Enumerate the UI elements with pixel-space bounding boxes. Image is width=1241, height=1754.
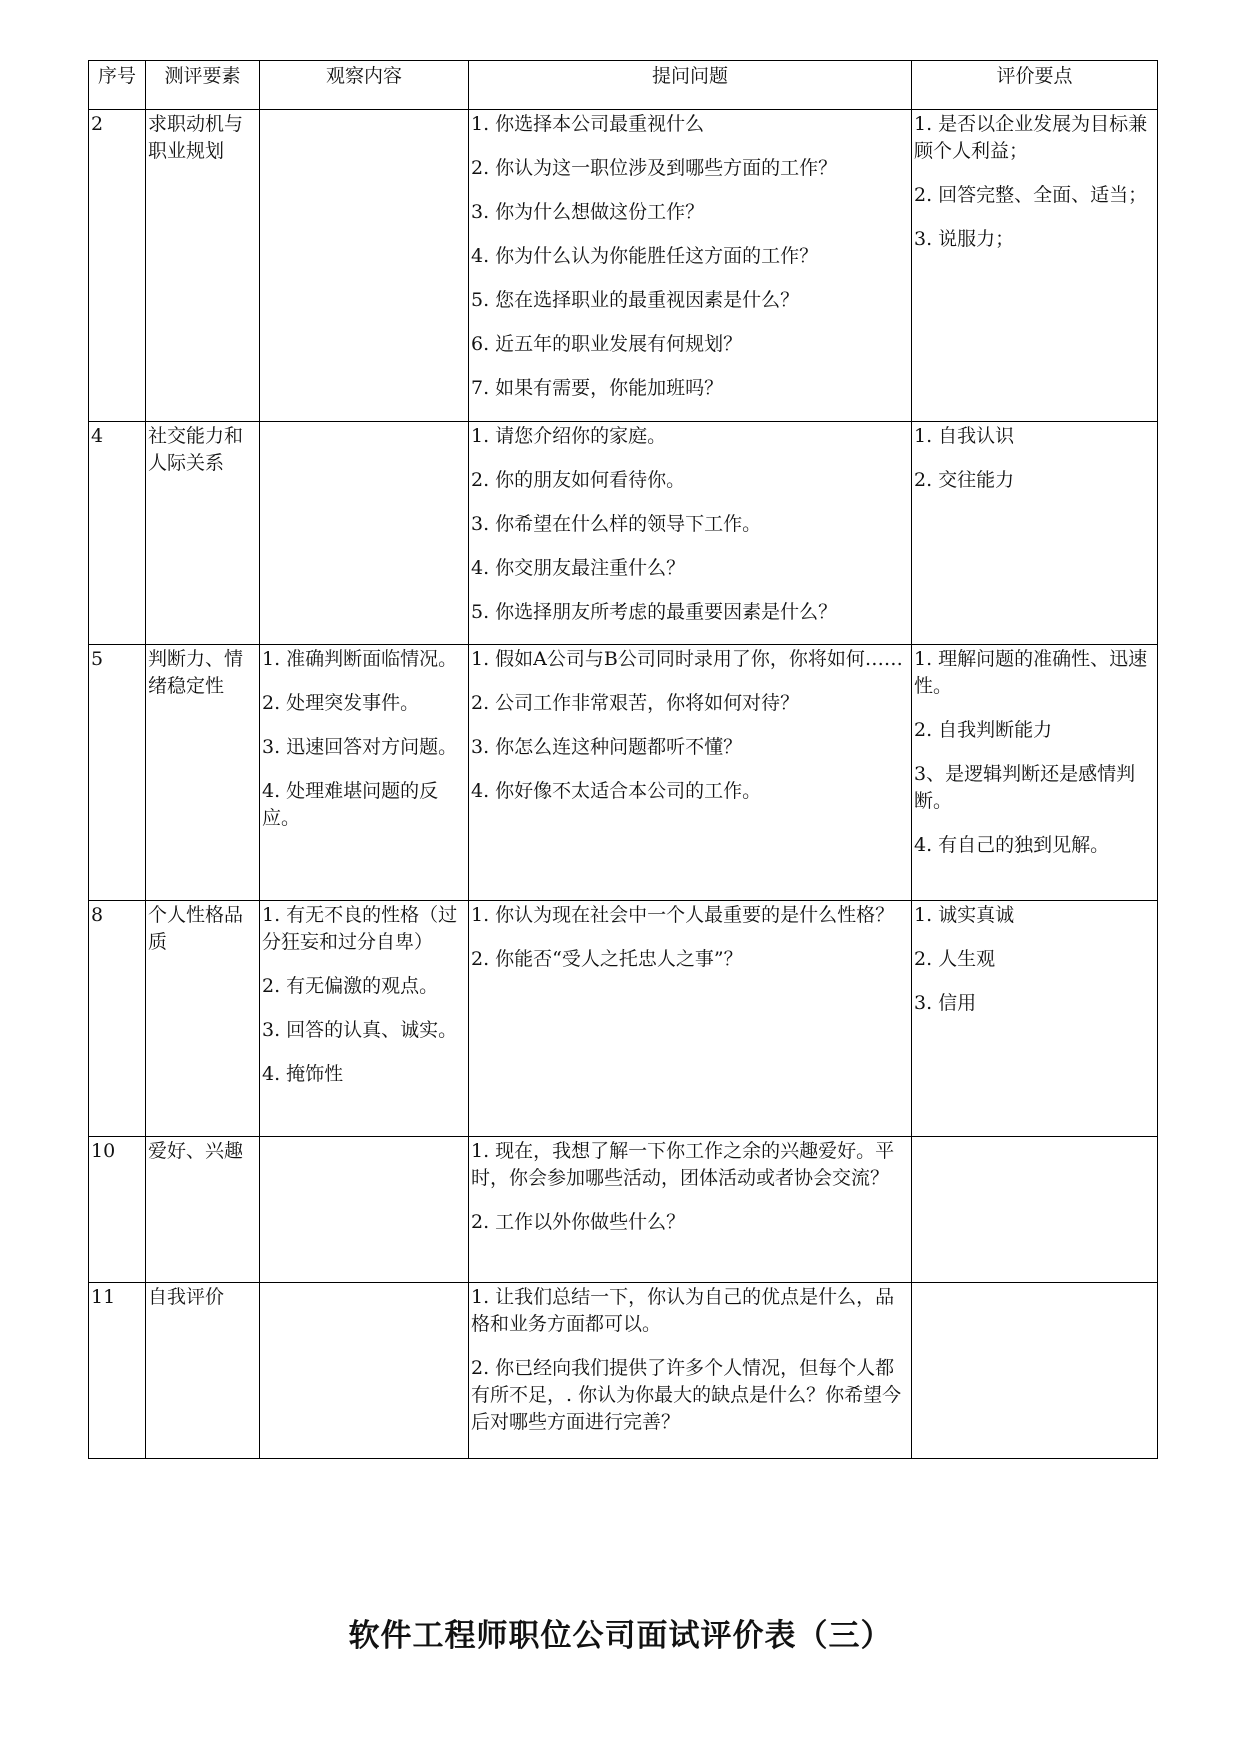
evaluation-point-item: 2. 自我判断能力 <box>914 719 1053 741</box>
question-item: 2. 工作以外你做些什么？ <box>471 1211 686 1233</box>
question-item: 2. 你能否“受人之托忠人之事”？ <box>471 948 743 970</box>
questions-cell <box>469 1283 912 1459</box>
evaluation-element: 爱好、兴趣 <box>146 1137 260 1283</box>
evaluation-point-item: 3. 信用 <box>914 992 977 1014</box>
question-item: 2. 你认为这一职位涉及到哪些方面的工作？ <box>471 157 838 179</box>
table-row <box>89 422 1158 645</box>
evaluation-point-item: 2. 人生观 <box>914 948 996 970</box>
question-item: 4. 你好像不太适合本公司的工作。 <box>471 780 762 802</box>
evaluation-element: 求职动机与职业规划 <box>146 110 260 422</box>
questions-cell <box>469 901 912 1137</box>
table-header-row <box>89 61 1158 110</box>
header-points: 评价要点 <box>912 61 1158 110</box>
question-item: 2. 你已经向我们提供了许多个人情况，但每个人都有所不足，. 你认为你最大的缺点是什么？你希望今后对哪些方面进行完善？ <box>471 1357 902 1433</box>
question-item: 7. 如果有需要，你能加班吗？ <box>471 377 724 399</box>
question-item: 3. 你希望在什么样的领导下工作。 <box>471 513 762 535</box>
evaluation-point-item: 1. 是否以企业发展为目标兼顾个人利益； <box>914 113 1148 162</box>
table-row <box>89 1283 1158 1459</box>
evaluation-point-item: 2. 交往能力 <box>914 469 1015 491</box>
header-questions: 提问问题 <box>469 61 912 110</box>
observation-item: 3. 回答的认真、诚实。 <box>262 1019 458 1041</box>
evaluation-points-cell <box>912 110 1158 422</box>
observation-item: 4. 掩饰性 <box>262 1063 344 1085</box>
evaluation-point-item: 1. 自我认识 <box>914 425 1015 447</box>
evaluation-point-item: 1. 理解问题的准确性、迅速性。 <box>914 648 1148 697</box>
table-row <box>89 901 1158 1137</box>
observation-cell <box>260 1283 469 1459</box>
header-num: 序号 <box>89 61 146 110</box>
questions-cell <box>469 1137 912 1283</box>
question-item: 1. 现在，我想了解一下你工作之余的兴趣爱好。平时，你会参加哪些活动，团体活动或者协会交流？ <box>471 1140 895 1189</box>
observation-cell <box>260 110 469 422</box>
evaluation-point-item: 3、是逻辑判断还是感情判断。 <box>914 763 1136 812</box>
question-item: 2. 公司工作非常艰苦，你将如何对待？ <box>471 692 800 714</box>
question-item: 5. 您在选择职业的最重视因素是什么？ <box>471 289 800 311</box>
observation-item: 4. 处理难堪问题的反应。 <box>262 780 439 829</box>
question-item: 3. 你怎么连这种问题都听不懂？ <box>471 736 743 758</box>
questions-cell <box>469 645 912 901</box>
evaluation-points-cell <box>912 1283 1158 1459</box>
observation-cell <box>260 422 469 645</box>
table-row <box>89 1137 1158 1283</box>
question-item: 1. 让我们总结一下，你认为自己的优点是什么，品格和业务方面都可以。 <box>471 1286 895 1335</box>
table-row <box>89 645 1158 901</box>
observation-cell <box>260 645 469 901</box>
evaluation-point-item: 2. 回答完整、全面、适当； <box>914 184 1148 206</box>
evaluation-element: 自我评价 <box>146 1283 260 1459</box>
evaluation-points-cell <box>912 645 1158 901</box>
observation-item: 3. 迅速回答对方问题。 <box>262 736 458 758</box>
observation-item: 2. 有无偏激的观点。 <box>262 975 439 997</box>
observation-cell <box>260 1137 469 1283</box>
evaluation-element: 判断力、情绪稳定性 <box>146 645 260 901</box>
row-number: 5 <box>89 645 146 901</box>
evaluation-element: 社交能力和人际关系 <box>146 422 260 645</box>
question-item: 4. 你交朋友最注重什么？ <box>471 557 686 579</box>
question-item: 1. 请您介绍你的家庭。 <box>471 425 667 447</box>
observation-item: 2. 处理突发事件。 <box>262 692 420 714</box>
row-number: 4 <box>89 422 146 645</box>
observation-cell <box>260 901 469 1137</box>
observation-item: 1. 准确判断面临情况。 <box>262 648 458 670</box>
questions-cell <box>469 422 912 645</box>
question-item: 1. 你认为现在社会中一个人最重要的是什么性格？ <box>471 904 895 926</box>
evaluation-points-cell <box>912 901 1158 1137</box>
evaluation-point-item: 1. 诚实真诚 <box>914 904 1015 926</box>
evaluation-point-item: 3. 说服力； <box>914 228 1015 250</box>
page-title: 软件工程师职位公司面试评价表（三） <box>348 1618 893 1654</box>
header-observe: 观察内容 <box>260 61 469 110</box>
evaluation-element: 个人性格品质 <box>146 901 260 1137</box>
header-element: 测评要素 <box>146 61 260 110</box>
evaluation-points-cell <box>912 1137 1158 1283</box>
questions-cell <box>469 110 912 422</box>
evaluation-points-cell <box>912 422 1158 645</box>
question-item: 1. 假如A公司与B公司同时录用了你，你将如何…… <box>471 648 903 670</box>
row-number: 2 <box>89 110 146 422</box>
row-number: 11 <box>89 1283 146 1459</box>
question-item: 2. 你的朋友如何看待你。 <box>471 469 686 491</box>
question-item: 1. 你选择本公司最重视什么 <box>471 113 705 135</box>
observation-item: 1. 有无不良的性格（过分狂妄和过分自卑） <box>262 904 458 953</box>
question-item: 6. 近五年的职业发展有何规划？ <box>471 333 743 355</box>
evaluation-table <box>88 60 1158 1459</box>
table-row <box>89 110 1158 422</box>
evaluation-point-item: 4. 有自己的独到见解。 <box>914 834 1110 856</box>
row-number: 10 <box>89 1137 146 1283</box>
question-item: 4. 你为什么认为你能胜任这方面的工作？ <box>471 245 819 267</box>
row-number: 8 <box>89 901 146 1137</box>
question-item: 5. 你选择朋友所考虑的最重要因素是什么？ <box>471 601 838 623</box>
question-item: 3. 你为什么想做这份工作？ <box>471 201 705 223</box>
